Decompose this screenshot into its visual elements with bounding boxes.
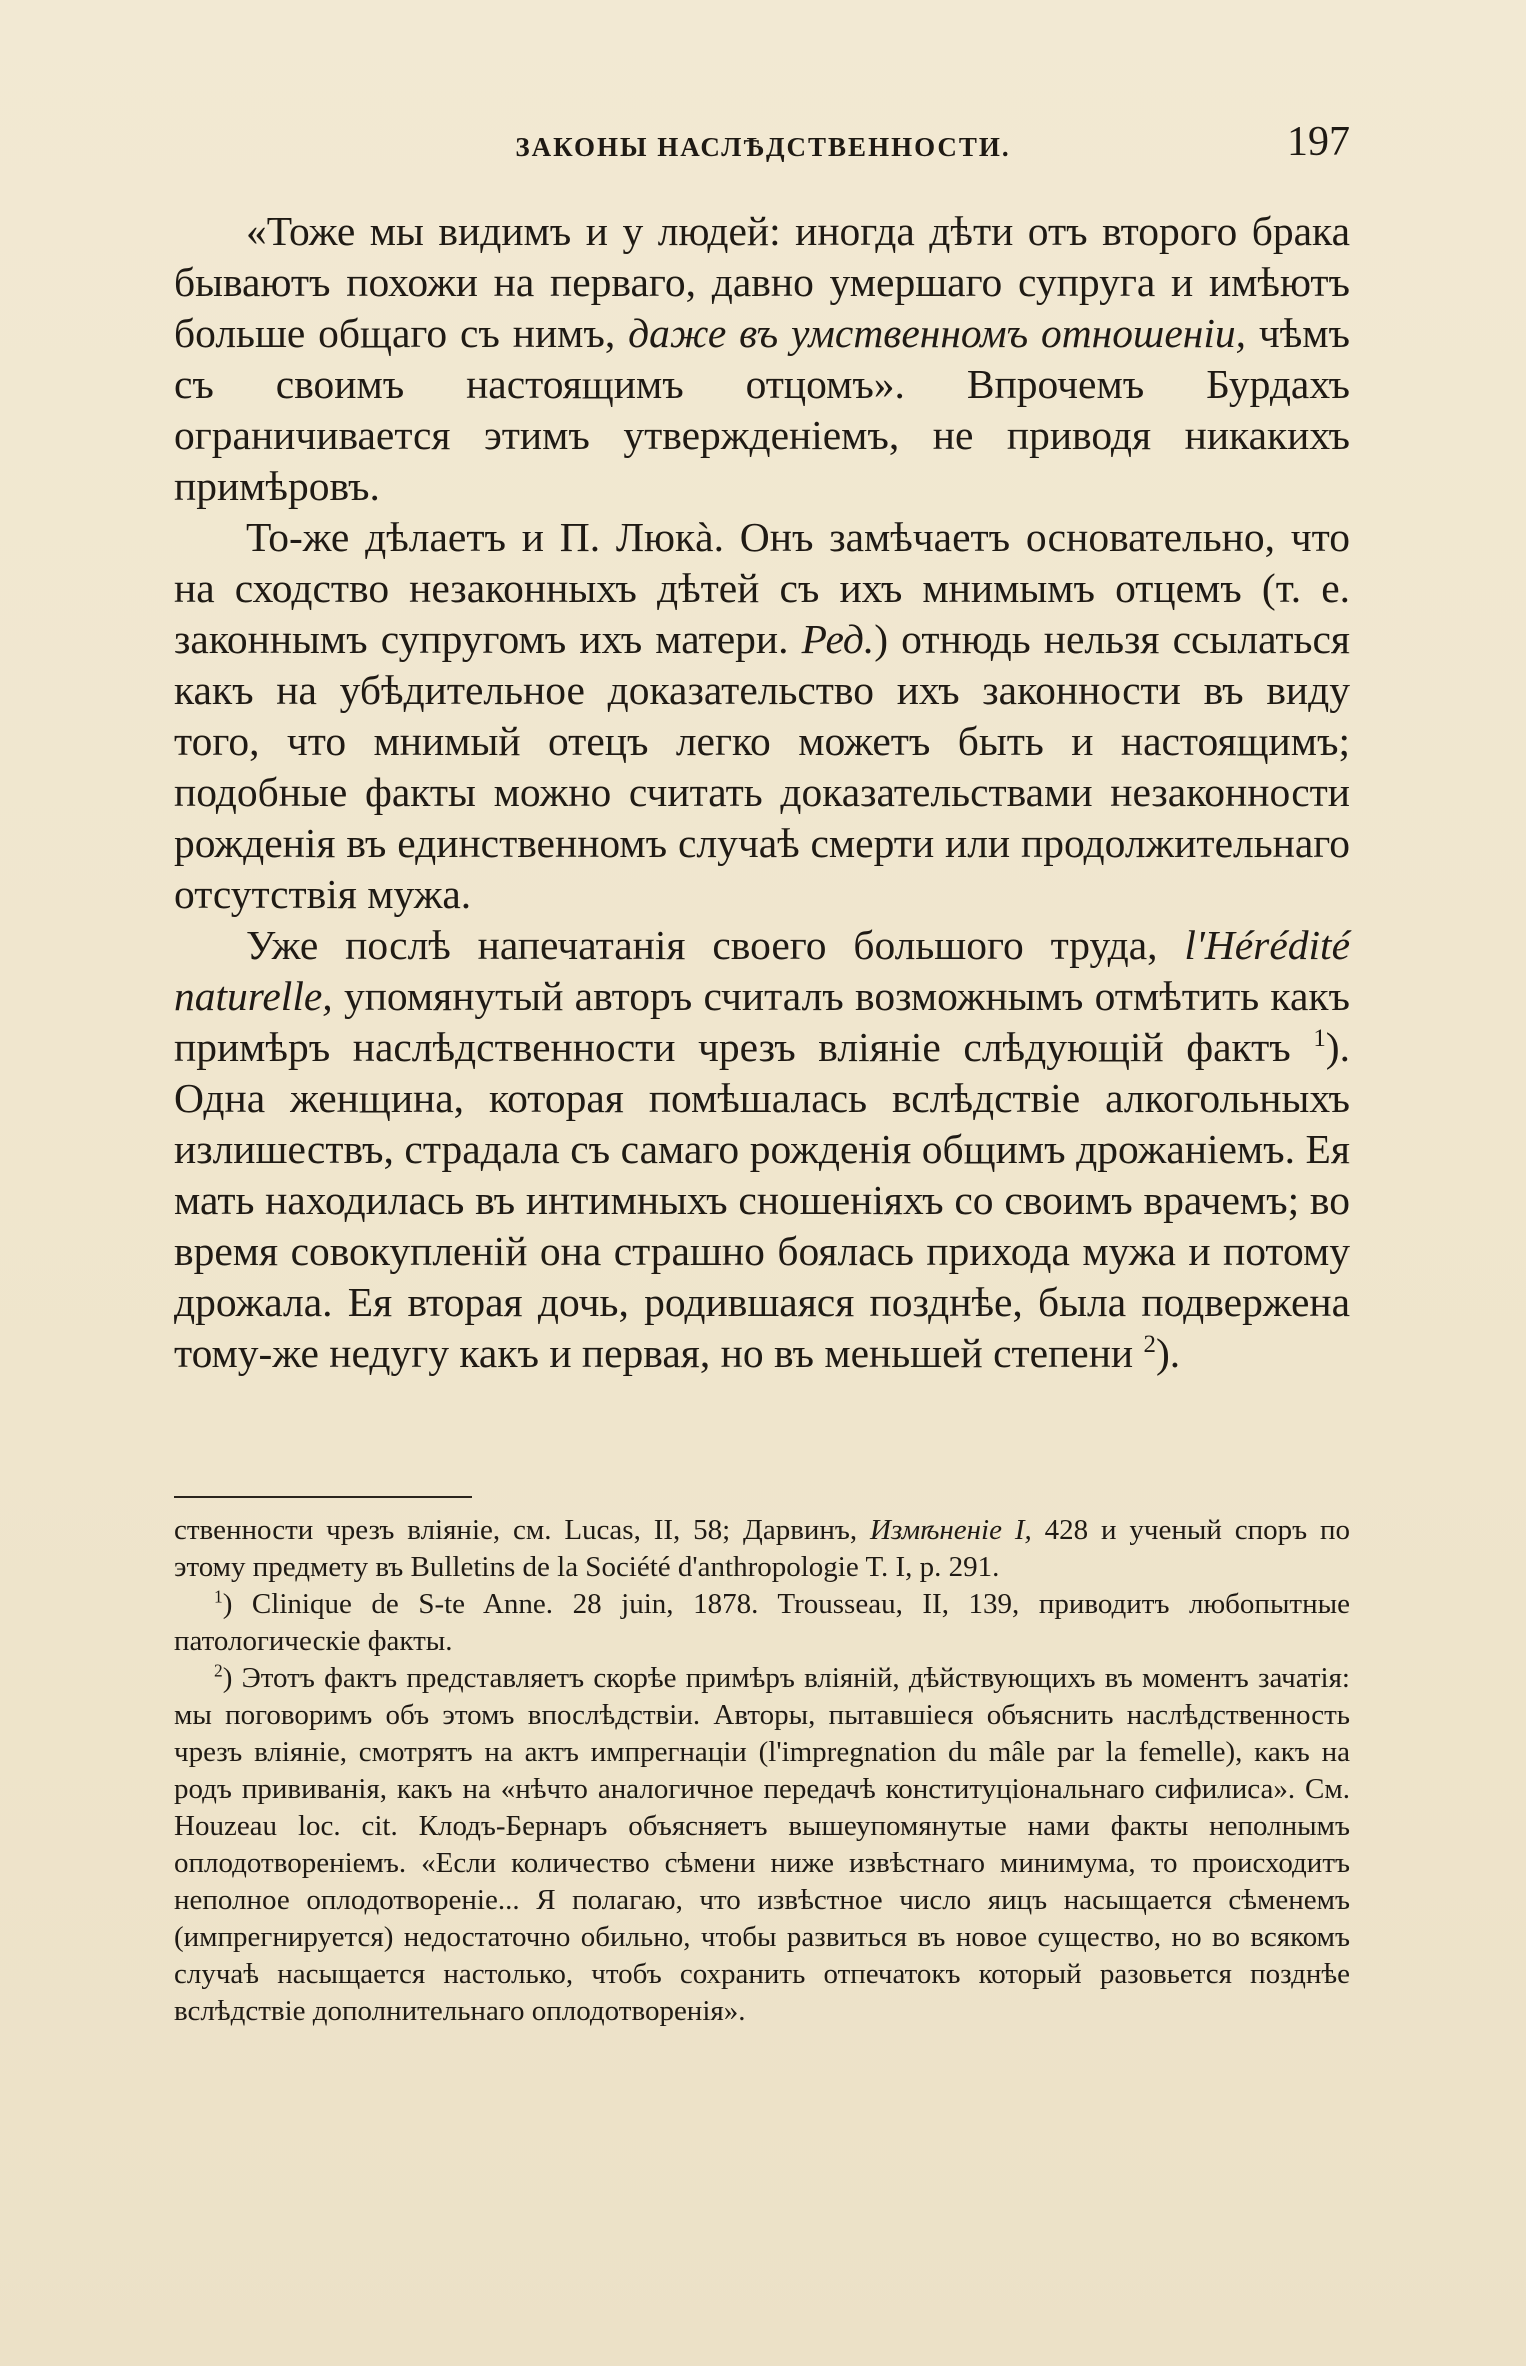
paragraph-3-mid: упомянутый авторъ считалъ возможнымъ отмѣтить какъ примѣръ наслѣдственности чрезъ вліяніе слѣдующій фактъ: [174, 973, 1350, 1070]
paragraph-3-mid2: ). Одна женщина, которая помѣшалась вслѣдствіе алкогольныхъ излишествъ, страдала съ самаго рожденія общимъ дрожаніемъ. Ея мать находилась въ интимныхъ сношеніяхъ со своимъ врачемъ; во время совокупленій она страшно боялась прихода мужа и потому дрожала. Ея вторая дочь, родившаяся позднѣе, была подвержена тому-же недугу какъ и первая, но въ меньшей степени: [174, 1024, 1350, 1376]
footnote-continuation-text: ственности чрезъ вліяніе, см. Lucas, II, 58; Дарвинъ,: [174, 1514, 871, 1546]
footnote-ref-2: 2: [1143, 1331, 1156, 1359]
footnote-1: [174, 1586, 1350, 1660]
page-number: 197: [1287, 119, 1350, 165]
running-title: ЗАКОНЫ НАСЛѢДСТВЕННОСТИ.: [515, 132, 1011, 162]
paragraph-3-italic: l'Hérédité naturelle,: [174, 922, 1350, 1019]
footnotes: [174, 1512, 1350, 2030]
paragraph-2: [174, 512, 1350, 920]
paragraph-1: [174, 206, 1350, 512]
paragraph-1-text: «Тоже мы видимъ и у людей: иногда дѣти отъ второго брака бываютъ похожи на перваго, давно умершаго супруга и имѣютъ больше общаго съ нимъ,: [174, 208, 1350, 356]
footnote-2-text: ) Этотъ фактъ представляетъ скорѣе примѣръ вліяній, дѣйствующихъ въ моментъ зачатія: мы поговоримъ объ этомъ впослѣдствіи. Авторы, пытавшіеся объяснить наслѣдственность чрезъ вліяніе, смотрятъ на актъ импрегнаціи (l'impregnation du mâle par la femelle), какъ на родъ прививанія, какъ на «нѣчто аналогичное передачѣ конституціональнаго сифилиса». См. Houzeau loc. cit. Клодъ-Бернаръ объясняетъ вышеупомянутые нами факты неполнымъ оплодотвореніемъ. «Если количество сѣмени ниже извѣстнаго минимума, то происходитъ неполное оплодотвореніе... Я полагаю, что извѣстное число яицъ насыщается сѣменемъ (импрегнируется) недостаточно обильно, чтобы развиться въ новое существо, но во всякомъ случаѣ насыщается настолько, чтобъ сохранить отпечатокъ который разовьется позднѣе вслѣдствіе дополнительнаго оплодотворенія».: [174, 1662, 1350, 2027]
footnote-ref-1: 1: [1313, 1025, 1326, 1053]
paragraph-2-text: То-же дѣлаетъ и П. Люкà. Онъ замѣчаетъ основательно, что на сходство незаконныхъ дѣтей съ ихъ мнимымъ отцемъ (т. е. законнымъ супругомъ ихъ матери.: [174, 514, 1350, 662]
page-header: [176, 118, 1350, 178]
footnote-2-mark: 2: [214, 1660, 223, 1681]
paragraph-1-end: чѣмъ съ своимъ настоящимъ отцомъ». Впрочемъ Бурдахъ ограничивается этимъ утвержденіемъ, не приводя никакихъ примѣровъ.: [174, 310, 1350, 509]
main-text: [174, 206, 1350, 1379]
footnote-continuation: [174, 1512, 1350, 1586]
footnote-1-mark: 1: [214, 1586, 223, 1607]
paragraph-1-italic: даже въ умственномъ отношеніи,: [628, 310, 1247, 356]
paragraph-3-end: ).: [1155, 1330, 1181, 1376]
footnote-2: [174, 1660, 1350, 2030]
paragraph-2-end: ) отнюдь нельзя ссылаться какъ на убѣдительное доказательство ихъ законности въ виду того, что мнимый отецъ легко можетъ быть и настоящимъ; подобные факты можно считать доказательствами незаконности рожденія въ единственномъ случаѣ смерти или продолжительнаго отсутствія мужа.: [174, 616, 1350, 917]
paragraph-3: [174, 920, 1350, 1379]
paragraph-3-text: Уже послѣ напечатанія своего большого труда,: [246, 922, 1185, 968]
footnote-1-text: ) Clinique de S-te Anne. 28 juin, 1878. Trousseau, II, 139, приводитъ любопытные патологическіе факты.: [174, 1588, 1350, 1657]
footnote-continuation-end: 428 и ученый споръ по этому предмету въ Bulletins de la Société d'anthropologie T. I, p. 291.: [174, 1514, 1350, 1583]
footnote-separator: [174, 1496, 472, 1498]
footnote-continuation-italic: Измѣненіе I,: [870, 1514, 1032, 1546]
paragraph-2-italic: Ред.: [801, 616, 875, 662]
